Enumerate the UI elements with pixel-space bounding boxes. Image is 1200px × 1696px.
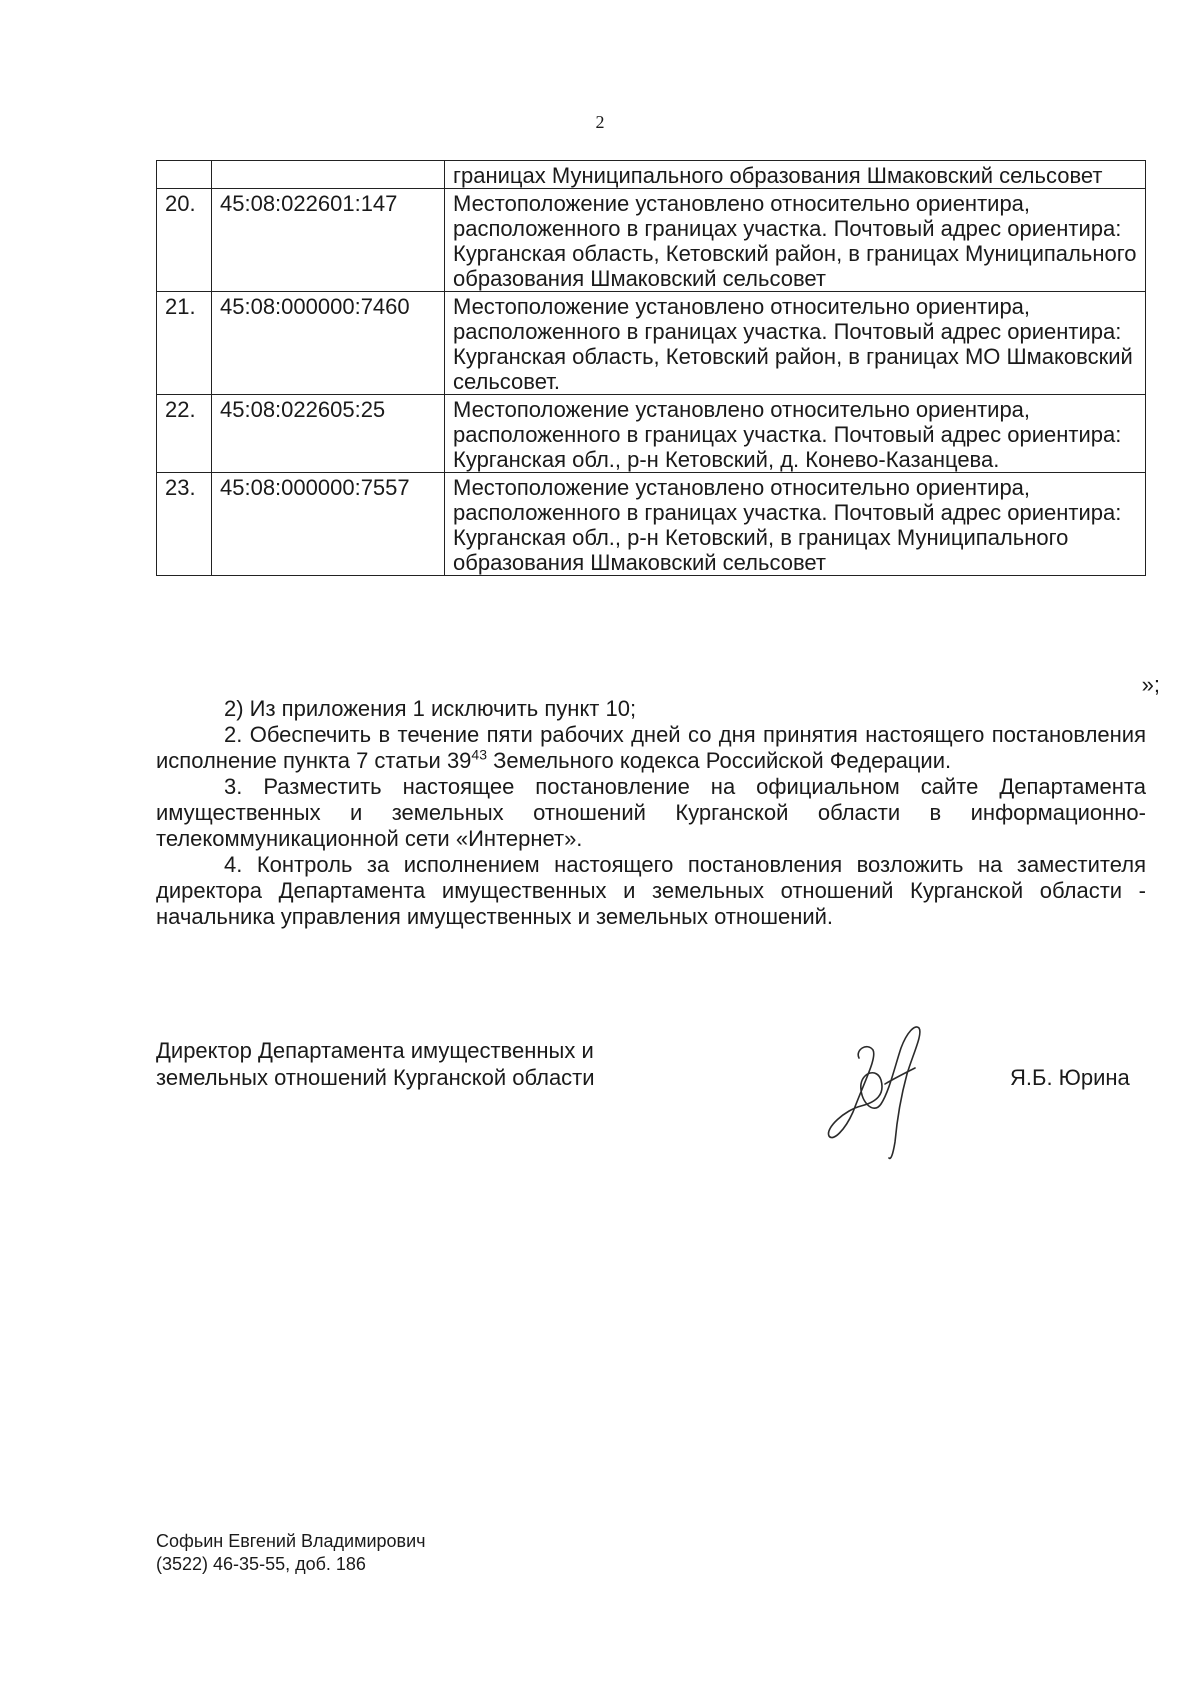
paragraph-text: 2. Обеспечить в течение пяти рабочих дней со дня принятия настоящего постановления исполнение пункта 7 статьи 39 <box>156 722 1146 773</box>
table-row <box>157 161 1146 189</box>
executor-name: Софьин Евгений Владимирович <box>156 1531 426 1551</box>
signer-title <box>156 1037 676 1091</box>
paragraph-publish: 3. Разместить настоящее постановление на официальном сайте Департамента имущественных и земельных отношений Курганской области в информационно-телекоммуникационной сети «Интернет». <box>156 774 1146 851</box>
plot-address: границах Муниципального образования Шмаковский сельсовет <box>445 161 1146 189</box>
article-superscript: 43 <box>471 746 487 763</box>
cadastral-number: 45:08:000000:7557 <box>212 473 445 576</box>
plot-address: Местоположение установлено относительно ориентира, расположенного в границах участка. Почтовый адрес ориентира: Курганская область, Кетовский район, в границах МО Шмаковский сельсовет. <box>445 292 1146 395</box>
page-number: 2 <box>595 112 605 132</box>
executor-phone: (3522) 46-35-55, доб. 186 <box>156 1554 366 1574</box>
table-row <box>157 189 1146 292</box>
row-number: 23. <box>157 473 212 576</box>
paragraph-control: 4. Контроль за исполнением настоящего постановления возложить на заместителя директора Департамента имущественных и земельных отношений Курганской области - начальника управления имущественных и земельных отношений. <box>156 852 1146 929</box>
cadastral-number <box>212 161 445 189</box>
row-number <box>157 161 212 189</box>
cadastral-number: 45:08:022601:147 <box>212 189 445 292</box>
plot-address: Местоположение установлено относительно ориентира, расположенного в границах участка. Почтовый адрес ориентира: Курганская обл., р-н Кетовский, в границах Муниципального образования Шмаковский сельсовет <box>445 473 1146 576</box>
signer-title-line: Директор Департамента имущественных и <box>156 1038 594 1063</box>
row-number: 20. <box>157 189 212 292</box>
handwritten-signature <box>815 1020 935 1170</box>
paragraph-ensure-execution <box>156 722 1146 774</box>
signer-name: Я.Б. Юрина <box>1010 1065 1130 1090</box>
table-row <box>157 473 1146 576</box>
executor-contact <box>156 1530 576 1576</box>
table-row <box>157 395 1146 473</box>
row-number: 22. <box>157 395 212 473</box>
table-row <box>157 292 1146 395</box>
cadastral-number: 45:08:000000:7460 <box>212 292 445 395</box>
signer-title-line: земельных отношений Курганской области <box>156 1065 595 1090</box>
plot-address: Местоположение установлено относительно ориентира, расположенного в границах участка. Почтовый адрес ориентира: Курганская обл., р-н Кетовский, д. Конево-Казанцева. <box>445 395 1146 473</box>
row-number: 21. <box>157 292 212 395</box>
plot-address: Местоположение установлено относительно ориентира, расположенного в границах участка. Почтовый адрес ориентира: Курганская область, Кетовский район, в границах Муниципального образования Шмаковский сельсовет <box>445 189 1146 292</box>
closing-quote: »; <box>1141 672 1160 697</box>
cadastral-number: 45:08:022605:25 <box>212 395 445 473</box>
land-plots-table <box>156 160 1146 576</box>
paragraph-text: Земельного кодекса Российской Федерации. <box>487 748 952 773</box>
resolution-paragraphs <box>156 696 1146 930</box>
paragraph-exclude-item: 2) Из приложения 1 исключить пункт 10; <box>224 696 637 721</box>
